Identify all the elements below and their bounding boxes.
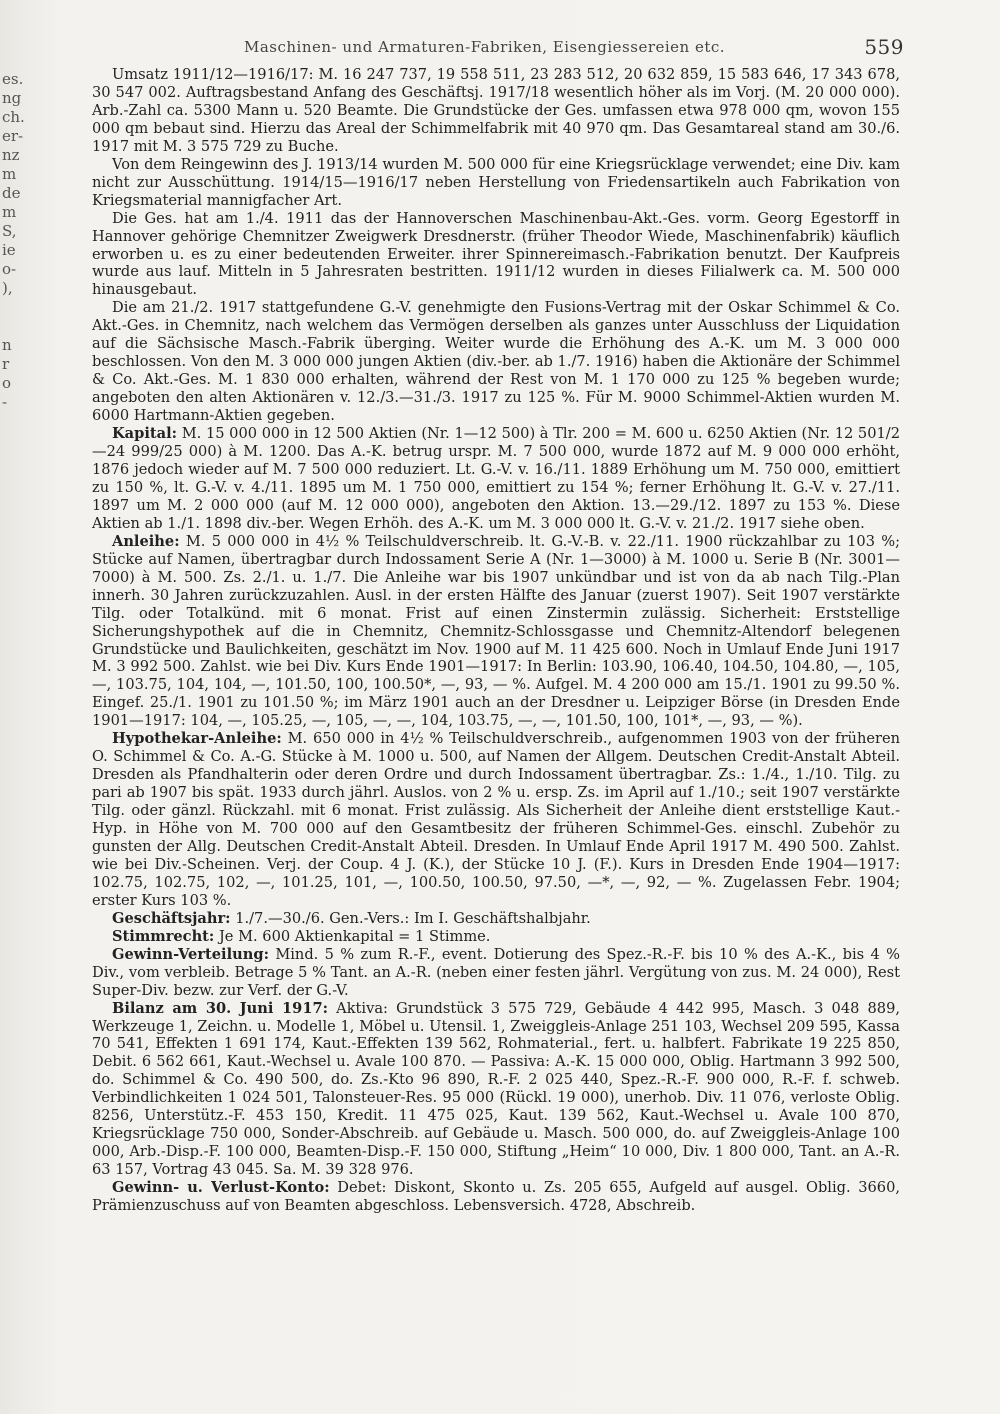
section-gewinn-verlust bbox=[92, 1179, 900, 1215]
paragraph-text: Die Ges. hat am 1./4. 1911 das der Hannoverschen Maschinenbau-Akt.-Ges. vorm. Georg Egestorff in Hannover gehörige Chemnitzer Zweigwerk Dresdnerstr. (früher Theodor Wiede, Maschinenfabrik) käuflich erworben u. es zu einer bedeutenden Erweiter. ihrer Spinnereimasch.-Fabrikation benutzt. Der Kaufpreis wurde aus lauf. Mitteln in 5 Jahresraten bestritten. 1911/12 wurden in dieses Filialwerk ca. M. 500 000 hinausgebaut. bbox=[92, 209, 900, 299]
margin-fragment: de bbox=[2, 184, 21, 202]
margin-fragment: ie bbox=[2, 241, 16, 259]
section-heading: Gewinn- u. Verlust-Konto: bbox=[112, 1179, 330, 1197]
page-header bbox=[244, 35, 904, 59]
paragraph-text: M. 5 000 000 in 4½ % Teilschuldverschreib. lt. G.-V.-B. v. 22./11. 1900 rückzahlbar zu 103 %; Stücke auf Namen, übertragbar durch Indossament Serie A (Nr. 1—3000) à M. 1000 u. Serie B (Nr. 3001—7000) à M. 500. Zs. 2./1. u. 1./7. Die Anleihe war bis 1907 unkündbar und ist von da ab nach Tilg.-Plan innerh. 30 Jahren zurückzuzahlen. Ausl. in der ersten Hälfte des Januar (zuerst 1907). Seit 1907 verstärkte Tilg. oder Totalkünd. mit 6 monat. Frist auf einen Zinstermin zulässig. Sicherheit: Erststellige Sicherungshypothek auf die in Chemnitz, Chemnitz-Schlossgasse und Chemnitz-Altendorf belegenen Grundstücke und Baulichkeiten, geschätzt im Nov. 1900 auf M. 11 425 600. Noch in Umlauf Ende Juni 1917 M. 3 992 500. Zahlst. wie bei Div. Kurs Ende 1901—1917: In Berlin: 103.90, 106.40, 104.50, 104.80, —, 105, —, 103.75, 104, 104, —, 101.50, 100, 100.50*, —, 93, — %. Aufgel. M. 4 200 000 am 15./1. 1901 zu 99.50 %. Eingef. 25./1. 1901 zu 101.50 %; im März 1901 auch an der Dresdner u. Leipziger Börse (in Dresden Ende 1901—1917: 104, —, 105.25, —, 105, —, —, 104, 103.75, —, —, 101.50, 100, 101*, —, 93, — %). bbox=[92, 532, 901, 730]
margin-fragment bbox=[2, 317, 26, 336]
margin-fragment: m bbox=[2, 203, 17, 221]
section-kapital bbox=[92, 425, 900, 533]
margin-fragment: o- bbox=[2, 260, 17, 278]
section-heading: Hypothekar-Anleihe: bbox=[112, 730, 282, 748]
paragraph-text: Mind. 5 % zum R.-F., event. Dotierung des Spez.-R.-F. bis 10 % des A.-K., bis 4 % Div., vom verbleib. Betrage 5 % Tant. an A.-R. (neben einer festen jährl. Vergütung von zus. M. 24 000), Rest Super-Div. bezw. zur Verf. der G.-V. bbox=[92, 945, 900, 999]
paragraph-text: Von dem Reingewinn des J. 1913/14 wurden M. 500 000 für eine Kriegsrücklage verwendet; eine Div. kam nicht zur Ausschüttung. 1914/15—1916/17 neben Herstellung von Friedensartikeln auch Fabrikation von Kriegsmaterial mannigfacher Art. bbox=[92, 155, 900, 209]
section-hypothekar-anleihe bbox=[92, 730, 900, 910]
section-heading: Anleihe: bbox=[112, 532, 180, 550]
paragraph-text: Debet: Diskont, Skonto u. Zs. 205 655, Aufgeld auf ausgel. Oblig. 3660, Prämienzuschuss auf von Beamten abgeschloss. Lebensversich. 4728, Abschreib. bbox=[92, 1179, 900, 1215]
paragraph-umsatz bbox=[92, 66, 900, 156]
margin-fragment: n bbox=[2, 336, 12, 354]
running-title: Maschinen- und Armaturen-Fabriken, Eisengiessereien etc. bbox=[244, 38, 726, 56]
section-heading: Geschäftsjahr: bbox=[112, 909, 231, 927]
margin-fragment: es. bbox=[2, 70, 24, 88]
paragraph-text: Umsatz 1911/12—1916/17: M. 16 247 737, 19 558 511, 23 283 512, 20 632 859, 15 583 646, 17 343 678, 30 547 002. Auftragsbestand Anfang des Geschäftsj. 1917/18 wesentlich höher als im Vorj. (M. 20 000 000). Arb.-Zahl ca. 5300 Mann u. 520 Beamte. Die Grundstücke der Ges. umfassen etwa 978 000 qm, wovon 155 000 qm bebaut sind. Hierzu das Areal der Schimmelfabrik mit 40 970 qm. Das Gesamtareal stand am 30./6. 1917 mit M. 3 575 729 zu Buche. bbox=[92, 66, 900, 155]
paragraph-text: M. 15 000 000 in 12 500 Aktien (Nr. 1—12 500) à Tlr. 200 = M. 600 u. 6250 Aktien (Nr. 12 501/2—24 999/25 000) à M. 1200. Das A.-K. betrug urspr. M. 7 500 000, wurde 1872 auf M. 9 000 000 erhöht, 1876 jedoch wieder auf M. 7 500 000 reduziert. Lt. G.-V. v. 16./11. 1889 Erhöhung um M. 750 000, emittiert zu 150 %, lt. G.-V. v. 4./11. 1895 um M. 1 750 000, emittiert zu 154 %; ferner Erhöhung lt. G.-V. v. 27./11. 1897 um M. 2 000 000 (auf M. 12 000 000), angeboten den Aktion. 13.—29./12. 1897 zu 153 %. Diese Aktien ab 1./1. 1898 div.-ber. Wegen Erhöh. des A.-K. um M. 3 000 000 lt. G.-V. v. 21./2. 1917 siehe oben. bbox=[92, 425, 900, 532]
section-stimmrecht bbox=[92, 928, 900, 946]
margin-fragment bbox=[2, 298, 26, 317]
body-text bbox=[92, 66, 900, 1215]
paragraph-zweigwerk bbox=[92, 210, 900, 300]
paragraph-fusion bbox=[92, 299, 900, 425]
section-bilanz bbox=[92, 1000, 900, 1180]
section-gewinn-verteilung bbox=[92, 946, 900, 1000]
margin-fragment: ), bbox=[2, 279, 13, 297]
margin-fragment: er- bbox=[2, 127, 24, 145]
margin-fragment: - bbox=[2, 393, 8, 411]
previous-page-margin-fragments bbox=[2, 70, 26, 412]
paragraph-text: 1./7.—30./6. Gen.-Vers.: Im I. Geschäftshalbjahr. bbox=[235, 909, 591, 927]
margin-fragment: r bbox=[2, 355, 10, 373]
section-geschaeftsjahr bbox=[92, 910, 900, 928]
section-heading: Kapital: bbox=[112, 425, 178, 443]
margin-fragment: ch. bbox=[2, 108, 25, 126]
page-number: 559 bbox=[864, 35, 904, 59]
paragraph-text: M. 650 000 in 4½ % Teilschuldverschreib., aufgenommen 1903 von der früheren O. Schimmel & Co. A.-G. Stücke à M. 1000 u. 500, auf Namen der Allgem. Deutschen Credit-Anstalt Abteil. Dresden als Pfandhalterin oder deren Ordre und durch Indossament übertragbar. Zs.: 1./4., 1./10. Tilg. zu pari ab 1907 bis spät. 1933 durch jährl. Auslos. von 2 % u. ersp. Zs. im April auf 1./10.; seit 1907 verstärkte Tilg. oder gänzl. Rückzahl. mit 6 monat. Frist zulässig. Als Sicherheit der Anleihe dient erststellige Kaut.-Hyp. in Höhe von M. 700 000 auf den Gesamtbesitz der früheren Schimmel-Ges. einschl. Zubehör zu gunsten der Allg. Deutschen Credit-Anstalt Abteil. Dresden. In Umlauf Ende April 1917 M. 490 500. Zahlst. wie bei Div.-Scheinen. Verj. der Coup. 4 J. (K.), der Stücke 10 J. (F.). Kurs in Dresden Ende 1904—1917: 102.75, 102.75, 102, —, 101.25, 101, —, 100.50, 100.50, 97.50, —*, —, 92, — %. Zugelassen Febr. 1904; erster Kurs 103 %. bbox=[92, 730, 900, 909]
margin-fragment: nz bbox=[2, 146, 20, 164]
section-heading: Gewinn-Verteilung: bbox=[112, 945, 269, 963]
margin-fragment: ng bbox=[2, 89, 22, 107]
paragraph-text: Je M. 600 Aktienkapital = 1 Stimme. bbox=[218, 927, 491, 945]
section-heading: Stimmrecht: bbox=[112, 927, 215, 945]
section-anleihe bbox=[92, 533, 900, 730]
margin-fragment: m bbox=[2, 165, 17, 183]
paragraph-text: Die am 21./2. 1917 stattgefundene G.-V. genehmigte den Fusions-Vertrag mit der Oskar Schimmel & Co. Akt.-Ges. in Chemnitz, nach welchem das Vermögen derselben als ganzes unter Ausschluss der Liquidation auf die Sächsische Masch.-Fabrik überging. Weiter wurde die Erhöhung des A.-K. um M. 3 000 000 beschlossen. Von den M. 3 000 000 jungen Aktien (div.-ber. ab 1./7. 1916) haben die Aktionäre der Schimmel & Co. Akt.-Ges. M. 1 830 000 erhalten, während der Rest von M. 1 170 000 zu 125 % begeben wurde; angeboten den alten Aktionären v. 12./3.—31./3. 1917 zu 125 %. Für M. 9000 Schimmel-Aktien wurden M. 6000 Hartmann-Aktien gegeben. bbox=[92, 299, 900, 425]
margin-fragment: o bbox=[2, 374, 12, 392]
section-heading: Bilanz am 30. Juni 1917: bbox=[112, 999, 329, 1017]
paragraph-text: Aktiva: Grundstück 3 575 729, Gebäude 4 442 995, Masch. 3 048 889, Werkzeuge 1, Zeichn. u. Modelle 1, Möbel u. Utensil. 1, Zweiggleis-Anlage 251 103, Wechsel 209 595, Kassa 70 541, Effekten 1 691 174, Kaut.-Effekten 139 562, Rohmaterial., fert. u. halbfert. Fabrikate 19 225 850, Debit. 6 562 661, Kaut.-Wechsel u. Avale 100 870. — Passiva: A.-K. 15 000 000, Oblig. Hartmann 3 992 500, do. Schimmel & Co. 490 500, do. Zs.-Kto 96 890, R.-F. 2 025 440, Spez.-R.-F. 900 000, R.-F. f. schweb. Verbindlichkeiten 1 024 501, Talonsteuer-Res. 95 000 (Rückl. 19 000), unerhob. Div. 11 076, verloste Oblig. 8256, Unterstütz.-F. 453 150, Kredit. 11 475 025, Kaut. 139 562, Kaut.-Wechsel u. Avale 100 870, Kriegsrücklage 750 000, Sonder-Abschreib. auf Gebäude u. Masch. 500 000, do. auf Zweiggleis-Anlage 100 000, Arb.-Disp.-F. 100 000, Beamten-Disp.-F. 150 000, Stiftung „Heim“ 10 000, Div. 1 800 000, Tant. an A.-R. 63 157, Vortrag 43 045. Sa. M. 39 328 976. bbox=[92, 999, 901, 1179]
margin-fragment: S, bbox=[2, 222, 17, 240]
paragraph-reingewinn bbox=[92, 156, 900, 210]
